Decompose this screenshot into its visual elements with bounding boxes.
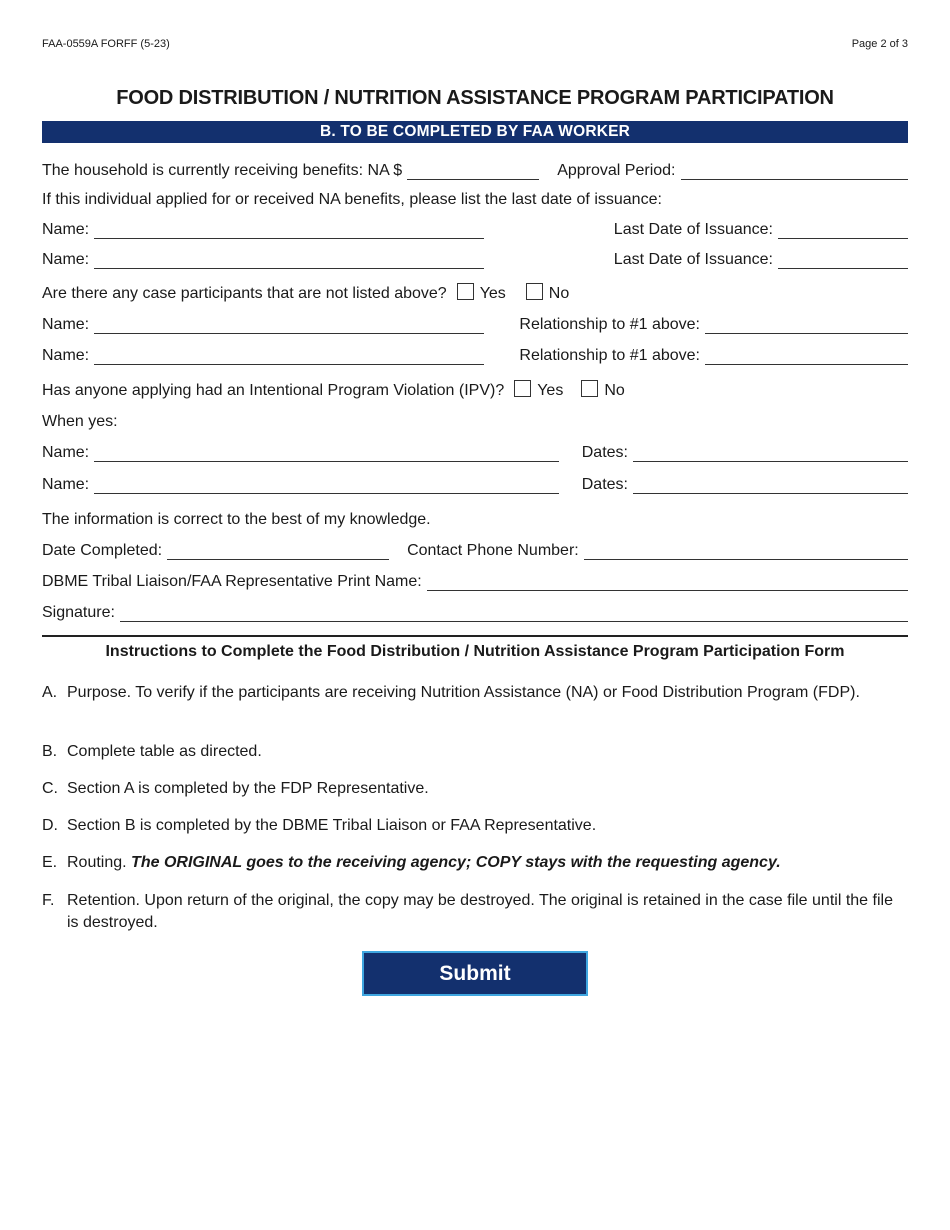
issuance-name-field-1[interactable] [94,220,484,239]
instruction-item [42,890,902,934]
instruction-text: Retention. Upon return of the original, the copy may be destroyed. The original is retained in the case file until the file is destroyed. [67,892,893,931]
instruction-item [42,741,902,763]
instruction-letter: A. [42,684,58,701]
last-date-field-1[interactable] [778,220,908,239]
participant-name-field-1[interactable] [94,315,484,334]
page-number: Page 2 of 3 [851,38,908,50]
instruction-letter: F. [42,892,55,909]
last-date-field-2[interactable] [778,250,908,269]
rep-name-field[interactable] [427,572,908,591]
signature-row [42,598,908,622]
relationship-field-2[interactable] [705,346,908,365]
when-yes-row [42,407,908,431]
section-divider [42,635,908,637]
ipv-yes-label: Yes [537,382,564,399]
issuance-row-1 [42,215,908,239]
name-label: Name: [42,316,90,333]
participants-no-checkbox[interactable] [526,283,543,300]
certify-statement: The information is correct to the best of my knowledge. [42,511,431,528]
ipv-name-field-1[interactable] [94,443,559,462]
instruction-text: Section B is completed by the DBME Tribal Liaison or FAA Representative. [67,817,597,834]
rep-name-row [42,567,908,591]
certify-row [42,505,908,529]
relationship-label: Relationship to #1 above: [519,347,700,364]
issuance-row-2 [42,245,908,269]
approval-period-field[interactable] [681,161,909,180]
participants-yes-label: Yes [479,285,506,302]
name-label: Name: [42,251,90,268]
ipv-question-row [42,376,908,400]
routing-emphasis: The ORIGINAL goes to the receiving agency; COPY stays with the requesting agency. [131,854,781,871]
participant-row-2 [42,341,908,365]
issuance-prompt: If this individual applied for or received NA benefits, please list the last date of issuance: [42,191,662,208]
ipv-row-2 [42,470,908,494]
instruction-text: Complete table as directed. [67,743,262,760]
routing-prefix: Routing. [67,854,132,871]
submit-button[interactable]: Submit [362,951,588,996]
name-label: Name: [42,476,90,493]
date-completed-field[interactable] [167,541,389,560]
instruction-letter: B. [42,743,58,760]
name-label: Name: [42,221,90,238]
signature-field[interactable] [120,603,908,622]
instruction-item [42,778,902,800]
ipv-question: Has anyone applying had an Intentional Program Violation (IPV)? [42,382,505,399]
last-date-label: Last Date of Issuance: [613,251,773,268]
instruction-text [67,852,902,874]
ipv-no-label: No [604,382,625,399]
dates-label: Dates: [581,444,628,461]
instruction-letter: C. [42,780,58,797]
ipv-dates-field-2[interactable] [633,475,908,494]
benefits-label: The household is currently receiving benefits: NA $ [42,162,403,179]
ipv-dates-field-1[interactable] [633,443,908,462]
instruction-letter: E. [42,854,58,871]
instruction-letter: D. [42,817,58,834]
ipv-row-1 [42,438,908,462]
instruction-item [42,852,902,874]
date-completed-label: Date Completed: [42,542,163,559]
relationship-label: Relationship to #1 above: [519,316,700,333]
participants-yes-checkbox[interactable] [457,283,474,300]
relationship-field-1[interactable] [705,315,908,334]
issuance-name-field-2[interactable] [94,250,484,269]
participant-row-1 [42,310,908,334]
instruction-text: Section A is completed by the FDP Representative. [67,780,429,797]
form-id: FAA-0559A FORFF (5-23) [42,38,170,50]
rep-name-label: DBME Tribal Liaison/FAA Representative Print Name: [42,573,422,590]
benefits-amount-field[interactable] [407,161,539,180]
name-label: Name: [42,347,90,364]
instruction-text: Purpose. To verify if the participants are receiving Nutrition Assistance (NA) or Food Distribution Program (FDP). [67,684,860,701]
instructions-title: Instructions to Complete the Food Distribution / Nutrition Assistance Program Participation Form [105,643,845,660]
ipv-name-field-2[interactable] [94,475,559,494]
section-b-heading: B. TO BE COMPLETED BY FAA WORKER [42,121,908,143]
page-title: FOOD DISTRIBUTION / NUTRITION ASSISTANCE PROGRAM PARTICIPATION [116,87,834,109]
completion-row [42,536,908,560]
ipv-no-checkbox[interactable] [581,380,598,397]
issuance-prompt-row [42,185,908,209]
ipv-yes-checkbox[interactable] [514,380,531,397]
benefits-row [42,156,908,180]
last-date-label: Last Date of Issuance: [613,221,773,238]
participants-question-row [42,279,908,303]
dates-label: Dates: [581,476,628,493]
participant-name-field-2[interactable] [94,346,484,365]
signature-label: Signature: [42,604,115,621]
phone-label: Contact Phone Number: [407,542,579,559]
phone-field[interactable] [584,541,908,560]
approval-period-label: Approval Period: [557,162,676,179]
name-label: Name: [42,444,90,461]
when-yes-label: When yes: [42,413,118,430]
instruction-item [42,815,902,837]
participants-no-label: No [548,285,570,302]
participants-question: Are there any case participants that are not listed above? [42,285,447,302]
instruction-item [42,682,902,704]
